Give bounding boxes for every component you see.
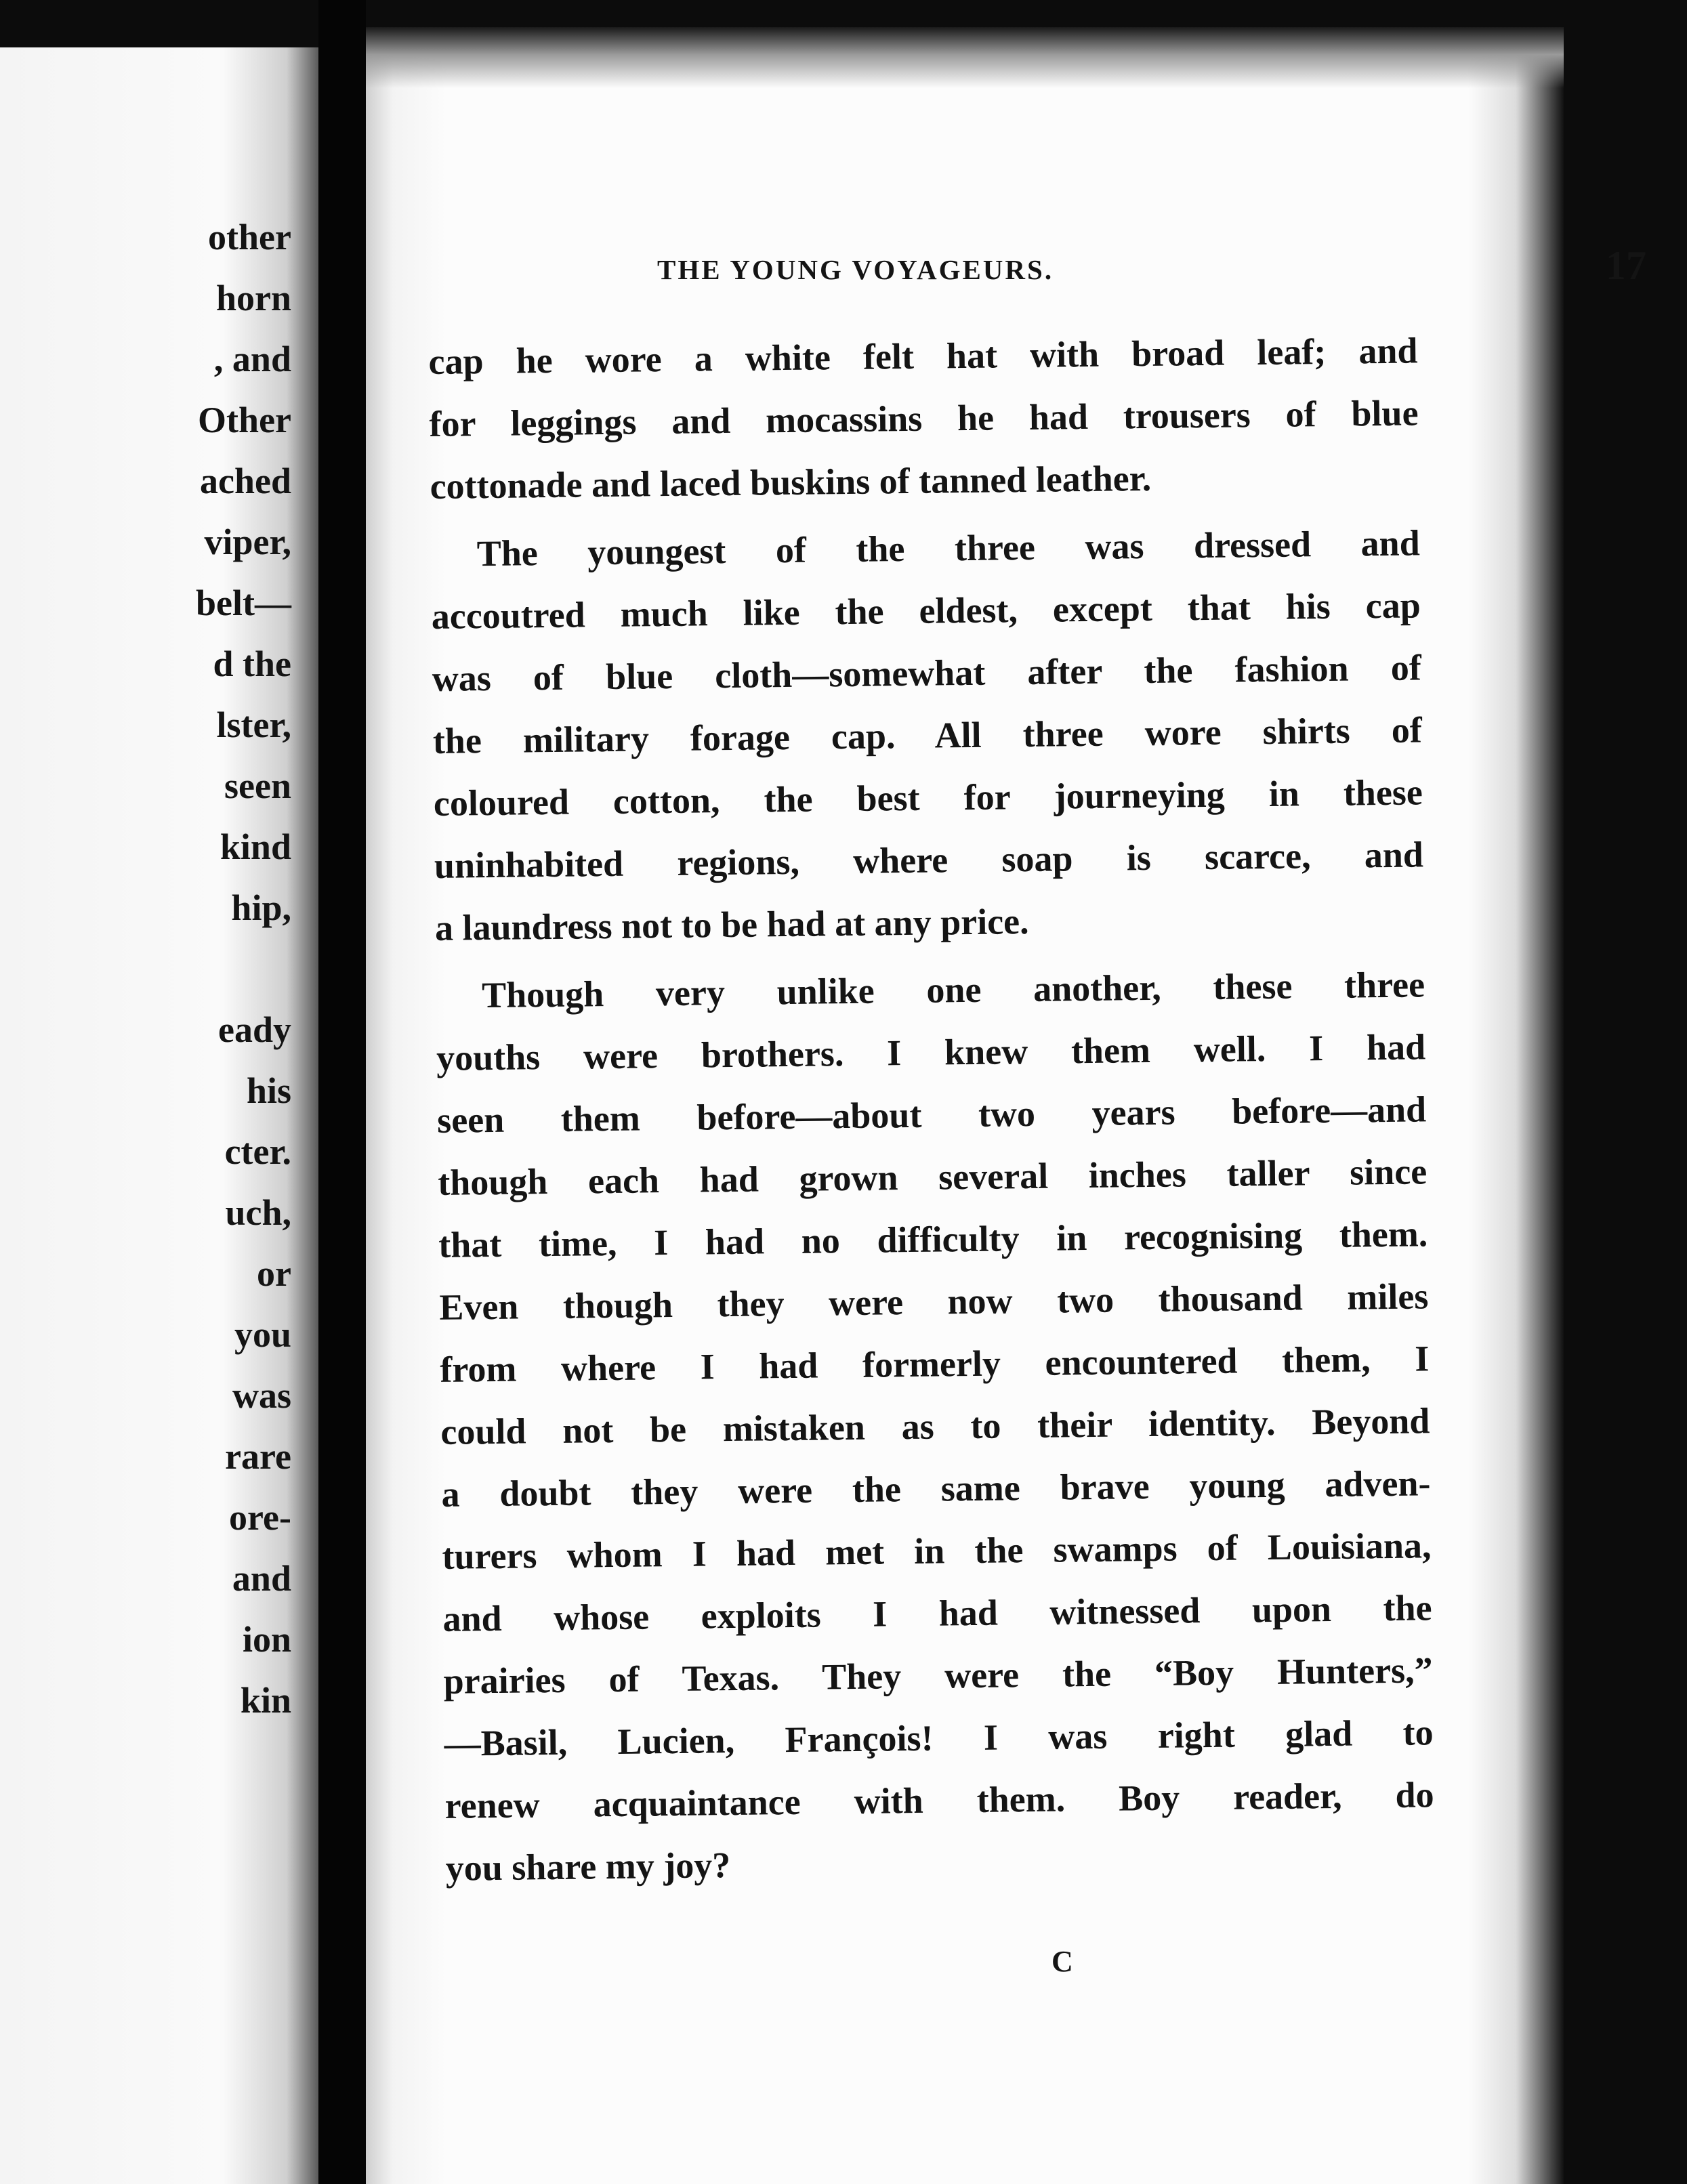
text-line: could not be mistaken as to their identity. Beyond [440,1400,1430,1452]
signature-mark: C [1051,1945,1073,1978]
page-number: 17 [1606,243,1646,288]
text-line: prairies of Texas. They were the “Boy Hunters,” [443,1650,1433,1702]
facing-page-fragment: belt— [196,583,291,623]
facing-page-fragment: d the [213,644,291,684]
facing-page-fragment: his [246,1070,291,1111]
text-line: Though very unlike one another, these three [481,964,1425,1016]
facing-page-fragment: lster, [216,705,291,745]
paragraph [436,953,1436,1899]
text-line: coloured cotton, the best for journeying in these [433,772,1423,824]
text-line: from where I had formerly encountered them, I [440,1338,1430,1390]
text-line: cottonade and laced buskins of tanned leather. [430,457,1152,507]
facing-page-fragment: was [232,1375,291,1416]
facing-page-fragment: horn [215,278,291,318]
text-line: youths were brothers. I knew them well. I had [436,1026,1426,1078]
facing-page-fragment: ion [242,1619,291,1660]
text-line: that time, I had no difficulty in recognising them. [438,1213,1428,1265]
text-line: accoutred much like the eldest, except that his cap [431,585,1421,637]
text-line: uninhabited regions, where soap is scarce, and [434,834,1424,886]
text-line: a doubt they were the same brave young adven- [441,1463,1431,1515]
facing-page-fragment: kind [220,826,291,867]
facing-page-fragment: hip, [231,887,291,928]
text-line: and whose exploits I had witnessed upon the [442,1587,1432,1639]
page-body-text [428,319,1435,1904]
page-header [657,243,1687,297]
text-line: was of blue cloth—somewhat after the fashion of [432,647,1422,699]
facing-page-fragment: eady [218,1009,291,1050]
text-line: —Basil, Lucien, François! I was right glad to [444,1712,1434,1764]
text-line: seen them before—about two years before—and [436,1089,1427,1141]
text-line: The youngest of the three was dressed and [476,522,1420,574]
paragraph [428,319,1419,518]
facing-page-fragment: or [257,1253,291,1294]
text-line: Even though they were now two thousand miles [439,1276,1429,1328]
facing-page-fragment: ore- [229,1497,291,1538]
facing-page-fragment: and [232,1558,291,1599]
facing-page-fragment: rare [225,1436,291,1477]
text-line: a laundress not to be had at any price. [434,901,1029,948]
facing-page-fragment: , and [213,339,291,379]
facing-page-fragment: ached [200,461,291,501]
facing-page-fragment: Other [198,400,291,440]
book-gutter [318,0,366,2184]
text-line: cap he wore a white felt hat with broad leaf; and [428,330,1418,382]
text-line: you share my joy? [445,1845,731,1889]
facing-page-left [0,47,318,2184]
facing-page-fragment: other [208,217,291,257]
facing-page-fragment: cter. [224,1131,291,1172]
facing-page-fragment: uch, [225,1192,291,1233]
text-line: though each had grown several inches taller since [437,1151,1428,1203]
text-line: turers whom I had met in the swamps of Louisiana, [442,1525,1432,1577]
page-top-shadow [366,27,1564,88]
facing-page-fragment: kin [240,1680,291,1721]
facing-page-fragment: you [234,1314,291,1355]
running-head: THE YOUNG VOYAGEURS. [657,254,1054,285]
paragraph [430,511,1424,959]
text-line: the military forage cap. All three wore shirts of [432,709,1423,761]
facing-page-fragment: viper, [204,522,291,562]
text-line: renew acquaintance with them. Boy reader, do [444,1774,1434,1826]
text-line: for leggings and mocassins he had trousers of blue [429,392,1419,444]
facing-page-fragment: seen [224,765,291,806]
book-page-right [366,27,1646,2184]
